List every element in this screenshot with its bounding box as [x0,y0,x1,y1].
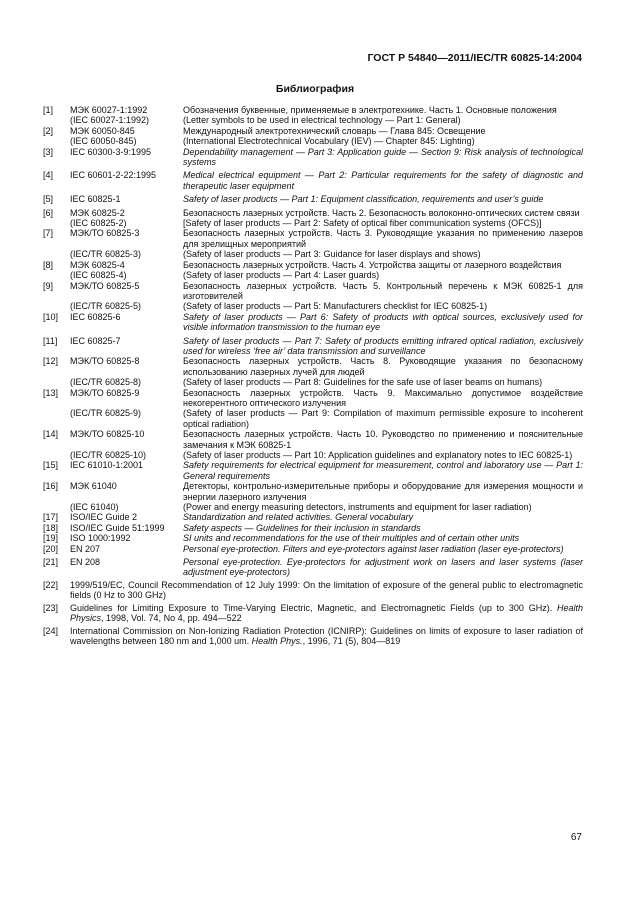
bibliography-entry [43,147,583,168]
entry-description: Personal eye-protection. Filters and eye-protectors against laser radiation (laser eye-protectors) [183,543,564,554]
bibliography-entry [43,512,583,522]
entry-number [43,301,70,311]
entry-number: [18] [43,522,59,533]
entry-code: ISO/IEC Guide 51:1999 [70,522,165,533]
bibliography-entry [43,523,583,533]
entry-description: Безопасность лазерных устройств. Часть 5. Контрольный перечень к МЭК 60825-1 для изготовителей [183,280,583,301]
entry-description: Dependability management — Part 3: Application guide — Section 9: Risk analysis of technological systems [183,146,583,168]
entry-number [43,502,70,512]
bibliography-entry [43,270,583,280]
entry-code: (IEC 60825-4) [70,270,127,281]
entry-code: EN 207 [70,543,101,554]
entry-code: МЭК 60027-1:1992 [70,105,148,115]
bibliography-entry [43,603,583,624]
bibliography-entry [43,557,583,578]
entry-description: Международный электротехнический словарь — Глава 845: Освещение [183,125,486,136]
entry-description: Medical electrical equipment — Part 2: Particular requirements for the safety of diagnostic and therapeutic laser equipment [183,170,583,191]
entry-code: МЭК 60825-2 [70,207,125,218]
page-number: 67 [570,832,582,843]
entry-code: (IEC/TR 60825-5) [70,301,142,312]
entry-code: IEC 60825-6 [70,311,121,322]
entry-description: (Safety of laser products — Part 5: Manufacturers checklist for IEC 60825-1) [183,301,488,312]
entry-description: (Safety of laser products — Part 8: Guidelines for the safe use of laser beams on humans) [183,377,543,388]
entry-number: [17] [43,512,59,523]
entry-code: МЭК 61040 [70,481,117,492]
entry-code: (IEC 60050-845) [70,136,137,147]
entry-code: МЭК/ТО 60825-10 [70,429,145,440]
bibliography-entry [43,626,583,647]
entry-code: МЭК 60050-845 [70,125,135,136]
entry-code: (IEC 60825-2) [70,218,127,229]
entry-number: [11] [43,335,58,346]
bibliography-list [43,105,583,646]
entry-description: Обозначения буквенные, применяемые в электротехнике. Часть 1. Основные положения [183,105,557,115]
section-title: Библиография [275,83,355,95]
entry-number: [19] [43,533,59,544]
entry-description: Детекторы, контрольно-измерительные приборы и оборудование для измерения мощности и энергии лазерного излучения [183,481,583,502]
entry-number: [6] [43,207,54,218]
entry-code: ISO/IEC Guide 2 [70,512,138,523]
entry-description: (Safety of laser products — Part 3: Guidance for laser displays and shows) [183,249,481,260]
entry-number: [5] [43,194,54,205]
journal-name: Health Phys. [251,635,303,646]
entry-description: (International Electrotechnical Vocabulary (IEV) — Chapter 845: Lighting) [183,136,475,147]
entry-tail: , 1998, Vol. 74, No 4, pp. 494—522 [101,613,242,624]
entry-code: IEC 61010-1:2001 [70,460,144,471]
entry-number: [16] [43,481,59,492]
bibliography-rows [43,105,583,578]
entry-number: [9] [43,280,54,291]
bibliography-entry [43,502,583,512]
entry-code: IEC 60825-7 [70,335,121,346]
entry-text: 1999/519/EC, Council Recommendation of 12 July 1999: On the limitation of exposure of the general public to electromagnetic fields (0 Hz to 300 GHz) [70,579,583,601]
entry-code: IEC 60825-1 [70,194,121,205]
entry-code: (IEC 61040) [70,502,119,513]
entry-number: [3] [43,146,54,157]
bibliography-entry [43,580,583,601]
bibliography-entry [43,136,583,146]
bibliography-entry [43,533,583,543]
entry-description: (Safety of laser products — Part 10: Application guidelines and explanatory notes to IEC 60825-1) [183,450,573,460]
bibliography-entry [43,218,583,228]
entry-code: ISO 1000:1992 [70,533,131,544]
entry-code: (IEC 60027-1:1992) [70,115,150,126]
document-header: ГОСТ Р 54840—2011/IEC/TR 60825-14:2004 [367,52,582,64]
bibliography-entry [43,105,583,115]
entry-number: [10] [43,311,59,322]
entry-description: Safety of laser products — Part 1: Equipment classification, requirements and user’s guide [183,194,544,205]
bibliography-entry [43,460,583,481]
bibliography-entry [43,115,583,125]
bibliography-entry [43,301,583,311]
entry-number [43,450,70,460]
bibliography-entry [43,544,583,554]
entry-number: [20] [43,543,59,554]
entry-number: [1] [43,105,54,115]
entry-number: [8] [43,259,54,270]
entry-description: (Safety of laser products — Part 4: Laser guards) [183,270,380,281]
entry-number: [14] [43,429,59,440]
entry-description: Safety of laser products — Part 6: Safety of products with optical sources, exclusively used for visible information transmission to the human eye [183,311,583,333]
entry-number: [15] [43,460,59,471]
bibliography-entry [43,281,583,302]
entry-description: Standardization and related activities. General vocabulary [183,512,414,523]
entry-number: [7] [43,228,54,239]
entry-description: SI units and recommendations for the use of their multiples and of certain other units [183,533,520,544]
bibliography-entry [43,429,583,450]
entry-code: IEC 60300-3-9:1995 [70,146,152,157]
entry-description: Безопасность лазерных устройств. Часть 9. Максимально допустимое воздействие некогерентного оптического излучения [183,387,583,408]
entry-text [70,603,583,624]
entry-code: МЭК/ТО 60825-9 [70,387,140,398]
entry-number [43,249,70,259]
entry-code: (IEC/TR 60825-8) [70,377,142,388]
entry-number [43,115,70,125]
entry-description: Безопасность лазерных устройств. Часть 3. Руководящие указания по применению лазеров для зрелищных мероприятий [183,228,583,249]
bibliography-entry [43,194,583,204]
entry-description: Personal eye-protection. Eye-protectors for adjustment work on lasers and laser systems (laser adjustment eye-protectors) [183,557,583,578]
entry-description: Безопасность лазерных устройств. Часть 10. Руководство по применению и пояснительные замечания к МЭК 60825-1 [183,429,583,450]
entry-code: МЭК/ТО 60825-8 [70,356,140,367]
entry-number: [12] [43,356,59,367]
entry-number: [13] [43,387,59,398]
entry-description: [Safety of laser products — Part 2: Safety of optical fiber communication systems (OFCS)] [183,218,542,229]
entry-code: (IEC/TR 60825-3) [70,249,142,260]
entry-code: МЭК/ТО 60825-3 [70,228,140,239]
entry-description: Безопасность лазерных устройств. Часть 8. Руководящие указания по безопасному использованию лазерных лучей для людей [183,356,583,377]
entry-description: Безопасность лазерных устройств. Часть 4. Устройства защиты от лазерного воздействия [183,259,562,270]
entry-number: [22] [43,579,59,590]
entry-body: Guidelines for Limiting Exposure to Time-Varying Electric, Magnetic, and Electromagnetic Fields (up to 300 GHz). [70,602,553,613]
entry-number [43,218,70,228]
entry-code: IEC 60601-2-22:1995 [70,170,157,181]
entry-number: [2] [43,125,54,136]
entry-code: EN 208 [70,557,101,568]
entry-code: (IEC/TR 60825-10) [70,450,147,460]
bibliography-entry [43,228,583,249]
entry-number [43,377,70,387]
entry-description: (Letter symbols to be used in electrical technology — Part 1: General) [183,115,461,126]
entry-body: International Commission on Non-Ionizing Radiation Protection (ICNIRP): Guidelines on limits of exposure to laser radiation of wavelengths between 180 nm and 1,000 um. [70,625,583,646]
entry-description: Безопасность лазерных устройств. Часть 2. Безопасность волоконно-оптических систем связи [183,207,580,218]
entry-description: Safety of laser products — Part 7: Safety of products emitting infrared optical radiation, exclusively used for wireless ‘free air’ data transmission and surveillance [183,335,583,356]
bibliography-entry [43,126,583,136]
bibliography-entry [43,356,583,377]
bibliography-entry [43,170,583,191]
bibliography-entry [43,377,583,387]
entry-code: МЭК/ТО 60825-5 [70,280,140,291]
entry-description: Safety aspects — Guidelines for their inclusion in standards [183,522,421,533]
bibliography-entry [43,388,583,409]
entry-code: МЭК 60825-4 [70,259,125,270]
entry-description: (Safety of laser products — Part 9: Compilation of maximum permissible exposure to incoherent optical radiation) [183,408,583,429]
entry-number: [21] [43,557,59,568]
entry-description: Safety requirements for electrical equipment for measurement, control and laboratory use — Part 1: General requirements [183,460,583,481]
journal-name: Health Physics [70,602,583,624]
entry-number [43,408,70,429]
bibliography-entry [43,481,583,502]
entry-number: [23] [43,602,59,613]
entry-number [43,270,70,280]
bibliography-entry [43,450,583,460]
bibliography-entry [43,208,583,218]
bibliography-entry [43,249,583,259]
entry-text [70,626,583,647]
entry-number [43,136,70,146]
entry-number: [4] [43,170,54,181]
bibliography-entry [43,312,583,333]
entry-number: [24] [43,625,59,636]
bibliography-entry [43,336,583,357]
entry-tail: , 1996, 71 (5), 804—819 [302,635,401,646]
entry-description: (Power and energy measuring detectors, instruments and equipment for laser radiation) [183,502,532,513]
entry-code: (IEC/TR 60825-9) [70,408,142,419]
bibliography-entry [43,408,583,429]
bibliography-entry [43,260,583,270]
